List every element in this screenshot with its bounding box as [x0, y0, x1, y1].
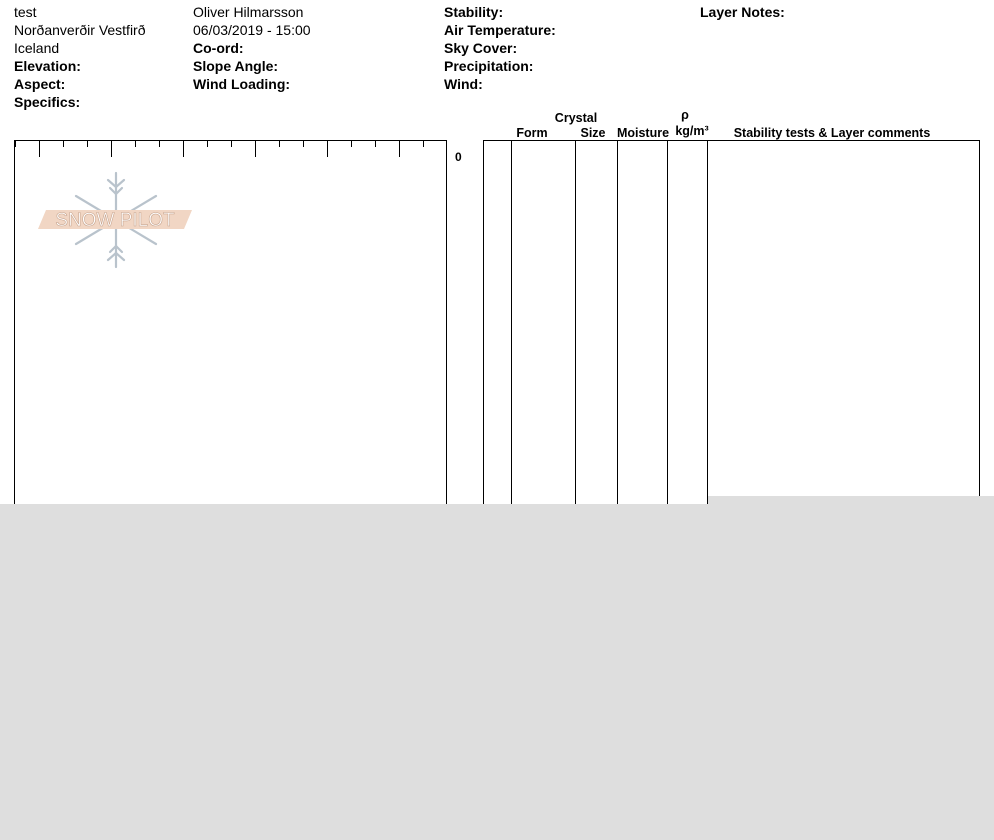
- air-temperature-label: Air Temperature:: [444, 22, 556, 38]
- snowpilot-logo: [36, 170, 196, 270]
- specifics-label: Specifics:: [14, 94, 81, 110]
- coord-label: Co-ord:: [193, 40, 244, 56]
- layer-table: [483, 140, 980, 504]
- precipitation-label: Precipitation:: [444, 58, 534, 74]
- moisture-header: Moisture: [616, 126, 670, 140]
- layer-notes-label: Layer Notes:: [700, 4, 785, 20]
- pit-name: test: [14, 4, 37, 20]
- density-unit: kg/m³: [675, 124, 709, 138]
- aspect-label: Aspect:: [14, 76, 66, 92]
- wind-label: Wind:: [444, 76, 483, 92]
- wind-loading-label: Wind Loading:: [193, 76, 291, 92]
- crystal-header: Crystal: [554, 111, 598, 125]
- comments-header: Stability tests & Layer comments: [733, 126, 931, 140]
- size-header: Size: [580, 126, 606, 140]
- location: Norðanverðir Vestfirð: [14, 22, 146, 38]
- slope-angle-label: Slope Angle:: [193, 58, 279, 74]
- logo-text: SNOW PILOT: [55, 210, 175, 231]
- observer-name: Oliver Hilmarsson: [193, 4, 304, 20]
- depth-zero-label: 0: [455, 150, 462, 164]
- density-symbol: ρ: [681, 108, 689, 122]
- country: Iceland: [14, 40, 60, 56]
- sky-cover-label: Sky Cover:: [444, 40, 518, 56]
- form-header: Form: [516, 126, 548, 140]
- observation-datetime: 06/03/2019 - 15:00: [193, 22, 311, 38]
- elevation-label: Elevation:: [14, 58, 81, 74]
- stability-label: Stability:: [444, 4, 504, 20]
